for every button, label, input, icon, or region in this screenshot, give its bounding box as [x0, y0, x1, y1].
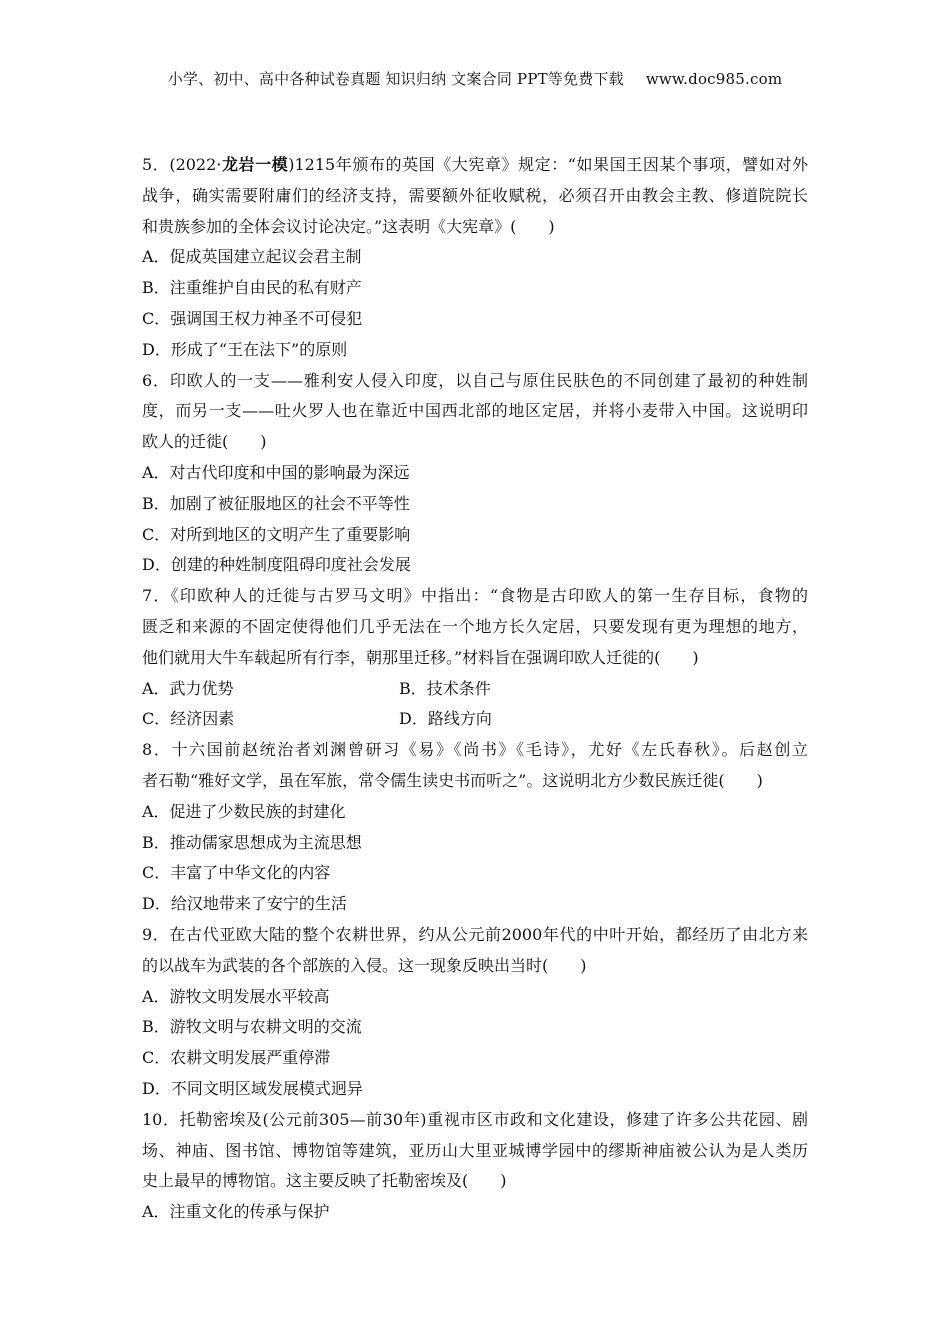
option-c: C．对所到地区的文明产生了重要影响 [142, 524, 411, 544]
option-c: C．经济因素 [142, 709, 235, 729]
option-b: B．技术条件 [399, 678, 491, 698]
option-a: A．注重文化的传承与保护 [142, 1202, 330, 1222]
question-text-line: 10．托勒密埃及(公元前305—前30年)重视市区市政和文化建设，修建了许多公共花园、剧 [142, 1109, 808, 1129]
question-9 [142, 920, 808, 1105]
option-c: C．强调国王权力神圣不可侵犯 [142, 308, 363, 328]
question-source: 龙岩一模 [221, 155, 289, 174]
option-a: A．促进了少数民族的封建化 [142, 801, 346, 821]
question-5 [142, 150, 808, 366]
option-a: A．武力优势 [142, 678, 234, 698]
question-8 [142, 735, 808, 920]
question-text-line: 匮乏和来源的不固定使得他们几乎无法在一个地方长久定居，只要发现有更为理想的地方， [142, 616, 808, 636]
option-c: C．丰富了中华文化的内容 [142, 863, 331, 883]
header-text: 小学、初中、高中各种试卷真题 知识归纳 文案合同 PPT等免费下载 [167, 70, 624, 88]
question-text-line: 的以战车为武装的各个部族的入侵。这一现象反映出当时( ) [142, 955, 587, 975]
option-row [142, 674, 808, 705]
question-text-line: 6．印欧人的一支——雅利安人侵入印度，以自己与原住民肤色的不同创建了最初的种姓制 [142, 370, 808, 390]
option-a: A．对古代印度和中国的影响最为深远 [142, 462, 410, 482]
option-a: A．促成英国建立起议会君主制 [142, 247, 362, 267]
page-header [0, 68, 950, 89]
option-b: B．注重维护自由民的私有财产 [142, 278, 362, 298]
option-b: B．游牧文明与农耕文明的交流 [142, 1017, 362, 1037]
question-text-line: 史上最早的博物馆。这主要反映了托勒密埃及( ) [142, 1171, 507, 1191]
header-url: www.doc985.com [645, 70, 783, 88]
option-row [142, 704, 808, 735]
option-d: D．路线方向 [399, 709, 492, 729]
option-b: B．推动儒家思想成为主流思想 [142, 832, 362, 852]
option-d: D．不同文明区域发展模式迥异 [142, 1078, 363, 1098]
question-list [142, 150, 808, 1228]
question-text-line: 8．十六国前赵统治者刘渊曾研习《易》《尚书》《毛诗》，尤好《左氏春秋》。后赵创立 [142, 740, 808, 760]
question-text-line: 度，而另一支——吐火罗人也在靠近中国西北部的地区定居，并将小麦带入中国。这说明印 [142, 401, 808, 421]
question-text-line: 者石勒“雅好文学，虽在军旅，常令儒生读史书而听之”。这说明北方少数民族迁徙( ) [142, 770, 763, 790]
option-d: D．给汉地带来了安宁的生活 [142, 894, 347, 914]
option-c: C．农耕文明发展严重停滞 [142, 1048, 331, 1068]
question-text-line: 9．在古代亚欧大陆的整个农耕世界，约从公元前2000年代的中叶开始，都经历了由北方来 [142, 924, 808, 944]
option-d: D．创建的种姓制度阻碍印度社会发展 [142, 555, 411, 575]
question-text-line: 欧人的迁徙( ) [142, 432, 267, 452]
question-7 [142, 581, 808, 735]
question-10 [142, 1105, 808, 1228]
question-text-line: 5．(2022·龙岩一模)1215年颁布的英国《大宪章》规定：“如果国王因某个事项，譬如对外 [142, 155, 808, 174]
question-6 [142, 366, 808, 582]
question-text-line: 和贵族参加的全体会议讨论决定。”这表明《大宪章》( ) [142, 216, 555, 236]
question-text-line: 战争，确实需要附庸们的经济支持，需要额外征收赋税，必须召开由教会主教、修道院院长 [142, 185, 808, 205]
option-a: A．游牧文明发展水平较高 [142, 986, 330, 1006]
option-d: D．形成了“王在法下”的原则 [142, 339, 348, 359]
option-b: B．加剧了被征服地区的社会不平等性 [142, 493, 410, 513]
question-text-line: 7．《印欧种人的迁徙与古罗马文明》中指出：“食物是古印欧人的第一生存目标，食物的 [142, 586, 808, 606]
question-text-line: 他们就用大牛车载起所有行李，朝那里迁移。”材料旨在强调印欧人迁徙的( ) [142, 647, 699, 667]
question-text-line: 场、神庙、图书馆、博物馆等建筑，亚历山大里亚城博学园中的缪斯神庙被公认为是人类历 [142, 1140, 808, 1160]
